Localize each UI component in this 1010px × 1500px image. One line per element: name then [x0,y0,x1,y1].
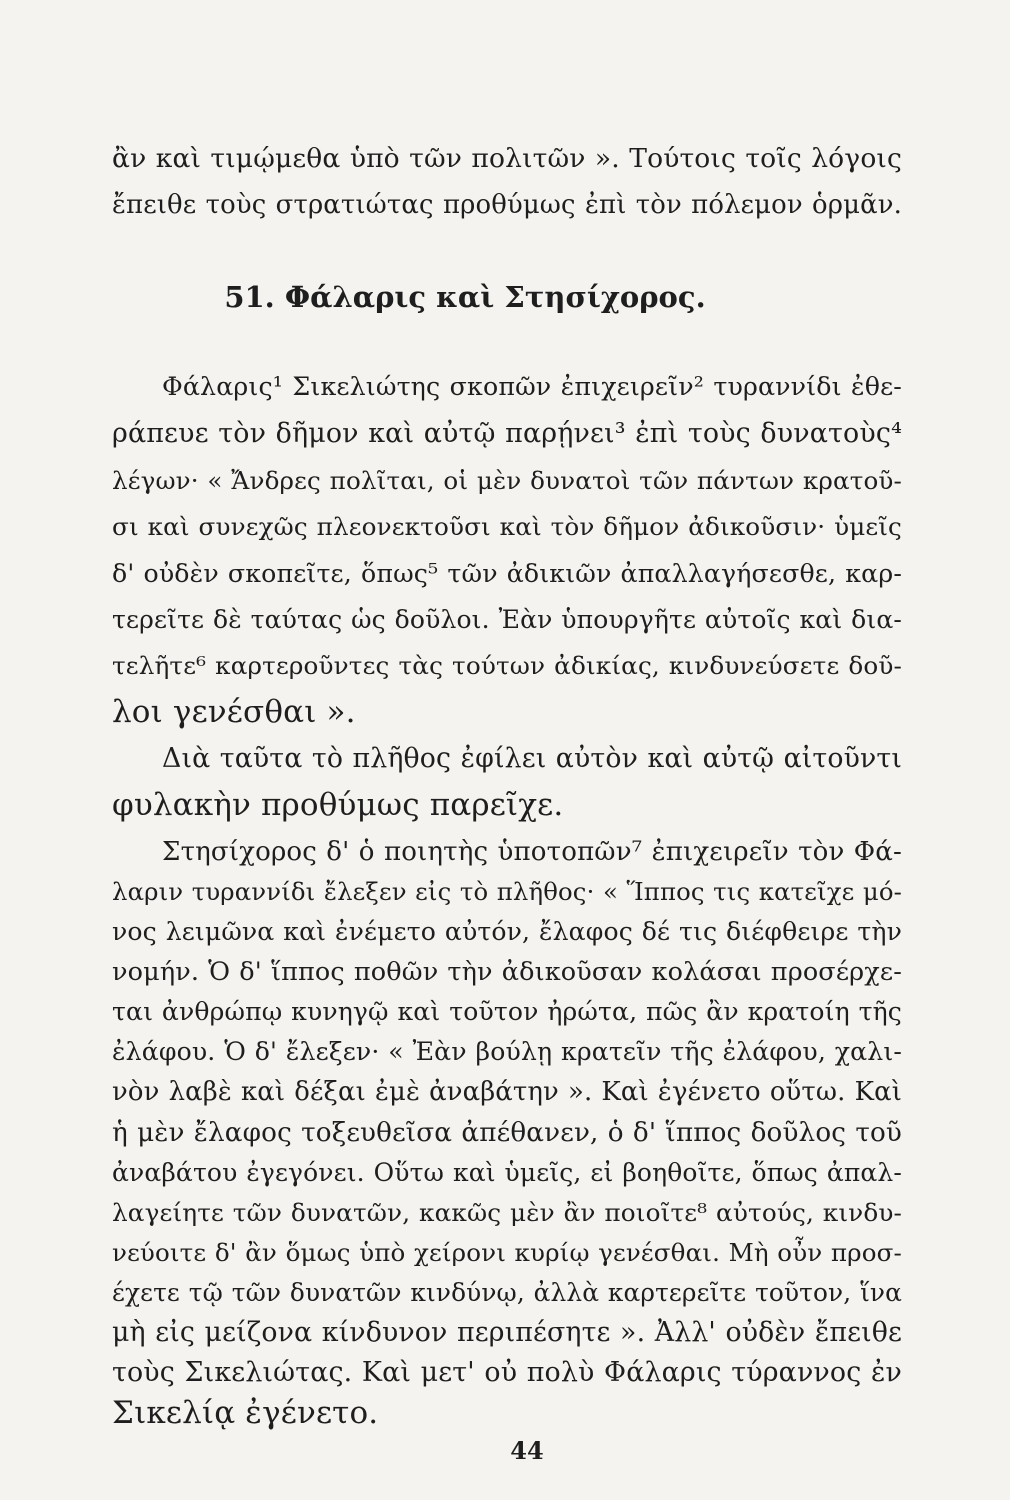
text-line: νομήν. Ὁ δ' ἵππος ποθῶν τὴν ἀδικοῦσαν κολάσαι προσέρχε- [112,957,902,987]
section-heading: 51. Φάλαρις καὶ Στησίχορος. [224,280,706,314]
text-line: ἐλάφου. Ὁ δ' ἔλεξεν· « Ἐὰν βούλῃ κρατεῖν τῆς ἐλάφου, χαλι- [112,1037,902,1066]
text-line: Διὰ ταῦτα τὸ πλῆθος ἐφίλει αὐτὸν καὶ αὐτῷ αἰτοῦντι [162,743,902,774]
text-line: λέγων· « Ἄνδρες πολῖται, οἱ μὲν δυνατοὶ τῶν πάντων κρατοῦ- [112,466,902,495]
text-line: τερεῖτε δὲ ταύτας ὡς δοῦλοι. Ἐὰν ὑπουργῆτε αὐτοῖς καὶ δια- [112,605,902,634]
page-number: 44 [510,1436,544,1465]
text-line: ἂν καὶ τιμῴμεθα ὑπὸ τῶν πολιτῶν ». Τούτοις τοῖς λόγοις [112,143,902,174]
text-line: λοι γενέσθαι ». [112,694,356,730]
text-line: νος λειμῶνα καὶ ἐνέμετο αὐτόν, ἔλαφος δέ τις διέφθειρε τὴν [112,917,902,946]
text-line: τελῆτε⁶ καρτεροῦντες τὰς τούτων ἀδικίας, κινδυνεύσετε δοῦ- [112,651,902,680]
text-line: ἔπειθε τοὺς στρατιώτας προθύμως ἐπὶ τὸν πόλεμον ὁρμᾶν. [112,190,902,220]
text-line: τοὺς Σικελιώτας. Καὶ μετ' οὐ πολὺ Φάλαρις τύραννος ἐν [112,1357,902,1388]
text-line: Φάλαρις¹ Σικελιώτης σκοπῶν ἐπιχειρεῖν² τυραννίδι ἐθε- [162,372,902,401]
text-line: φυλακὴν προθύμως παρεῖχε. [112,787,564,823]
text-line: λαγείητε τῶν δυνατῶν, κακῶς μὲν ἂν ποιοῖτε⁸ αὐτούς, κινδυ- [112,1198,902,1227]
text-line: νὸν λαβὲ καὶ δέξαι ἐμὲ ἀναβάτην ». Καὶ ἐγένετο οὕτω. Καὶ [112,1077,902,1107]
text-line: ἀναβάτου ἐγεγόνει. Οὕτω καὶ ὑμεῖς, εἰ βοηθοῖτε, ὅπως ἀπαλ- [112,1158,902,1187]
text-line: ράπευε τὸν δῆμον καὶ αὐτῷ παρῄνει³ ἐπὶ τοὺς δυνατοὺς⁴ [112,418,902,449]
text-line: μὴ εἰς μείζονα κίνδυνον περιπέσητε ». Ἀλλ' οὐδὲν ἔπειθε [112,1317,902,1348]
text-line: Στησίχορος δ' ὁ ποιητὴς ὑποτοπῶν⁷ ἐπιχειρεῖν τὸν Φά- [162,837,902,867]
text-line: ται ἀνθρώπῳ κυνηγῷ καὶ τοῦτον ἠρώτα, πῶς ἂν κρατοίη τῆς [112,997,902,1026]
text-line: λαριν τυραννίδι ἔλεξεν εἰς τὸ πλῆθος· « Ἵππος τις κατεῖχε μό- [112,877,902,906]
text-line: Σικελίᾳ ἐγένετο. [112,1395,379,1431]
text-line: δ' οὐδὲν σκοπεῖτε, ὅπως⁵ τῶν ἀδικιῶν ἀπαλλαγήσεσθε, καρ- [112,559,902,588]
text-line: έχετε τῷ τῶν δυνατῶν κινδύνῳ, ἀλλὰ καρτερεῖτε τοῦτον, ἵνα [112,1278,902,1307]
text-line: νεύοιτε δ' ἂν ὅμως ὑπὸ χείρονι κυρίῳ γενέσθαι. Μὴ οὖν προσ- [112,1238,902,1267]
text-line: σι καὶ συνεχῶς πλεονεκτοῦσι καὶ τὸν δῆμον ἀδικοῦσιν· ὑμεῖς [112,512,902,541]
text-line: ἡ μὲν ἔλαφος τοξευθεῖσα ἀπέθανεν, ὁ δ' ἵππος δοῦλος τοῦ [112,1118,902,1148]
